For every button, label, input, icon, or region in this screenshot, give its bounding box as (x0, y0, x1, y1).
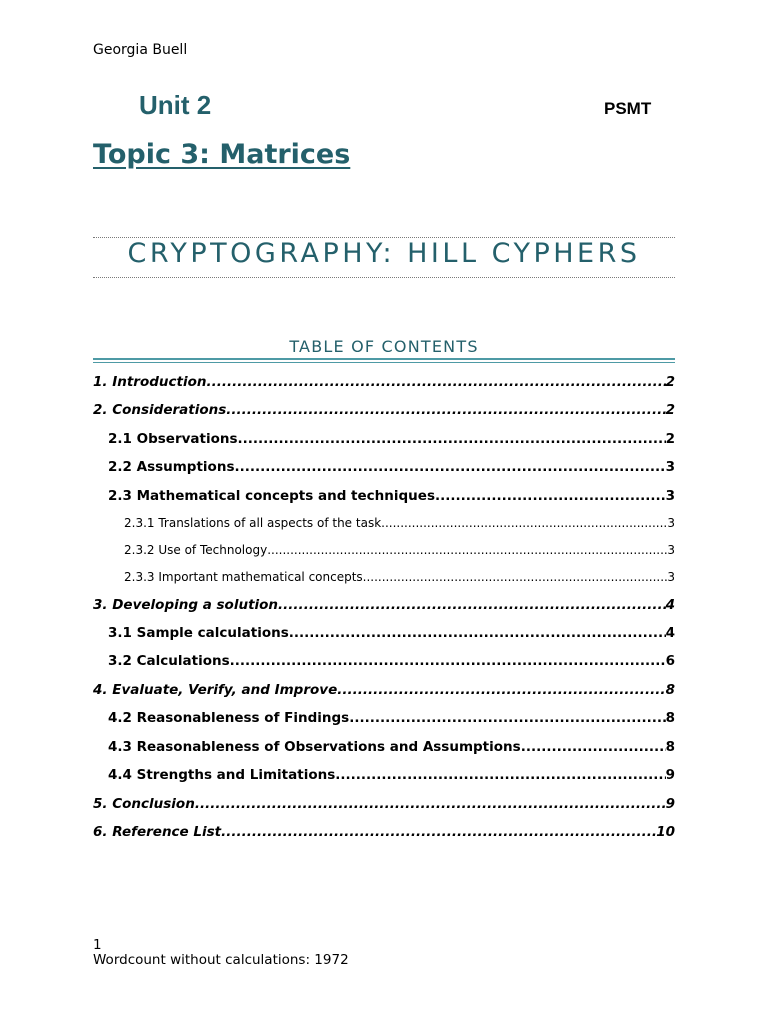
toc-entry-title: 3.2 Calculations (108, 653, 230, 669)
toc-entry[interactable] (108, 710, 675, 726)
course-code: PSMT (604, 99, 652, 118)
toc-leader (195, 796, 666, 812)
toc-entry[interactable] (93, 597, 675, 613)
toc-entry-title: 2.3 Mathematical concepts and techniques (108, 488, 435, 504)
toc-leader (289, 625, 666, 641)
toc-entry-page: 6 (665, 653, 675, 669)
toc-entry-title: 2.1 Observations (108, 431, 238, 447)
toc-entry-title: 6. Reference List (93, 824, 222, 840)
toc-leader (206, 374, 665, 390)
toc-entry-page: 4 (665, 625, 675, 641)
toc-leader (521, 739, 666, 755)
toc-entry-page: 3 (665, 459, 675, 475)
toc-leader (267, 543, 667, 557)
toc-leader (435, 488, 666, 504)
toc-entry-page: 3 (667, 570, 675, 584)
toc-leader (226, 402, 665, 418)
toc-heading-rule (93, 358, 675, 363)
toc-entry-title: 5. Conclusion (93, 796, 195, 812)
toc-leader (221, 824, 656, 840)
toc-entry[interactable] (93, 824, 675, 840)
title-bottom-rule (93, 277, 675, 278)
toc-entry[interactable] (108, 739, 675, 755)
toc-leader (335, 767, 665, 783)
toc-entry[interactable] (93, 374, 675, 390)
toc-leader (234, 459, 665, 475)
toc-entry-page: 2 (665, 431, 675, 447)
toc-leader (278, 597, 666, 613)
toc-entry-title: 4.3 Reasonableness of Observations and Assumptions (108, 739, 521, 755)
toc-entry-page: 2 (665, 402, 675, 418)
toc-entry-page: 2 (665, 374, 675, 390)
toc-entry-title: 3.1 Sample calculations (108, 625, 289, 641)
toc-entry-page: 8 (665, 739, 675, 755)
toc-entry-page: 9 (665, 796, 675, 812)
toc-entry[interactable] (108, 431, 675, 447)
toc-entry-page: 8 (665, 710, 675, 726)
author-name: Georgia Buell (93, 42, 188, 58)
toc-leader (381, 516, 667, 530)
document-title: CRYPTOGRAPHY: HILL CYPHERS (127, 238, 641, 269)
toc-entry[interactable] (93, 402, 675, 418)
topic-heading: Topic 3: Matrices (93, 139, 351, 170)
toc-leader (349, 710, 665, 726)
unit-heading: Unit 2 (139, 90, 212, 120)
toc-entry[interactable] (108, 625, 675, 641)
toc-entry[interactable] (108, 767, 675, 783)
toc-entry-title: 4. Evaluate, Verify, and Improve (93, 682, 338, 698)
toc-entry-title: 2.3.1 Translations of all aspects of the task (124, 516, 382, 530)
toc-entry-page: 3 (667, 516, 675, 530)
toc-leader (230, 653, 666, 669)
toc-leader (363, 570, 668, 584)
toc-entry[interactable] (93, 796, 675, 812)
toc-entry-title: 2.2 Assumptions (108, 459, 235, 475)
toc-entry[interactable] (108, 653, 675, 669)
toc-entry-page: 3 (667, 543, 675, 557)
toc-entry-page: 9 (665, 767, 675, 783)
toc-entry-page: 4 (665, 597, 675, 613)
page-number: 1 (93, 937, 102, 953)
toc-entry-title: 2. Considerations (93, 402, 227, 418)
toc-entry-title: 2.3.2 Use of Technology (124, 543, 268, 557)
toc-entry[interactable] (124, 543, 675, 557)
toc-entry[interactable] (108, 459, 675, 475)
toc-entry[interactable] (93, 682, 675, 698)
toc-entry-title: 3. Developing a solution (93, 597, 279, 613)
toc-entry-title: 1. Introduction (93, 374, 207, 390)
toc-leader (238, 431, 666, 447)
toc-entry-page: 3 (665, 488, 675, 504)
toc-entry-title: 2.3.3 Important mathematical concepts (124, 570, 363, 584)
toc-entry-title: 4.4 Strengths and Limitations (108, 767, 336, 783)
toc-leader (337, 682, 665, 698)
wordcount-note: Wordcount without calculations: 1972 (93, 952, 349, 968)
toc-entry[interactable] (108, 488, 675, 504)
toc-entry-page: 10 (656, 824, 675, 840)
toc-heading: TABLE OF CONTENTS (289, 337, 479, 356)
toc-entry[interactable] (124, 570, 675, 584)
toc-entry[interactable] (124, 516, 675, 530)
toc-entry-page: 8 (665, 682, 675, 698)
toc-entry-title: 4.2 Reasonableness of Findings (108, 710, 350, 726)
